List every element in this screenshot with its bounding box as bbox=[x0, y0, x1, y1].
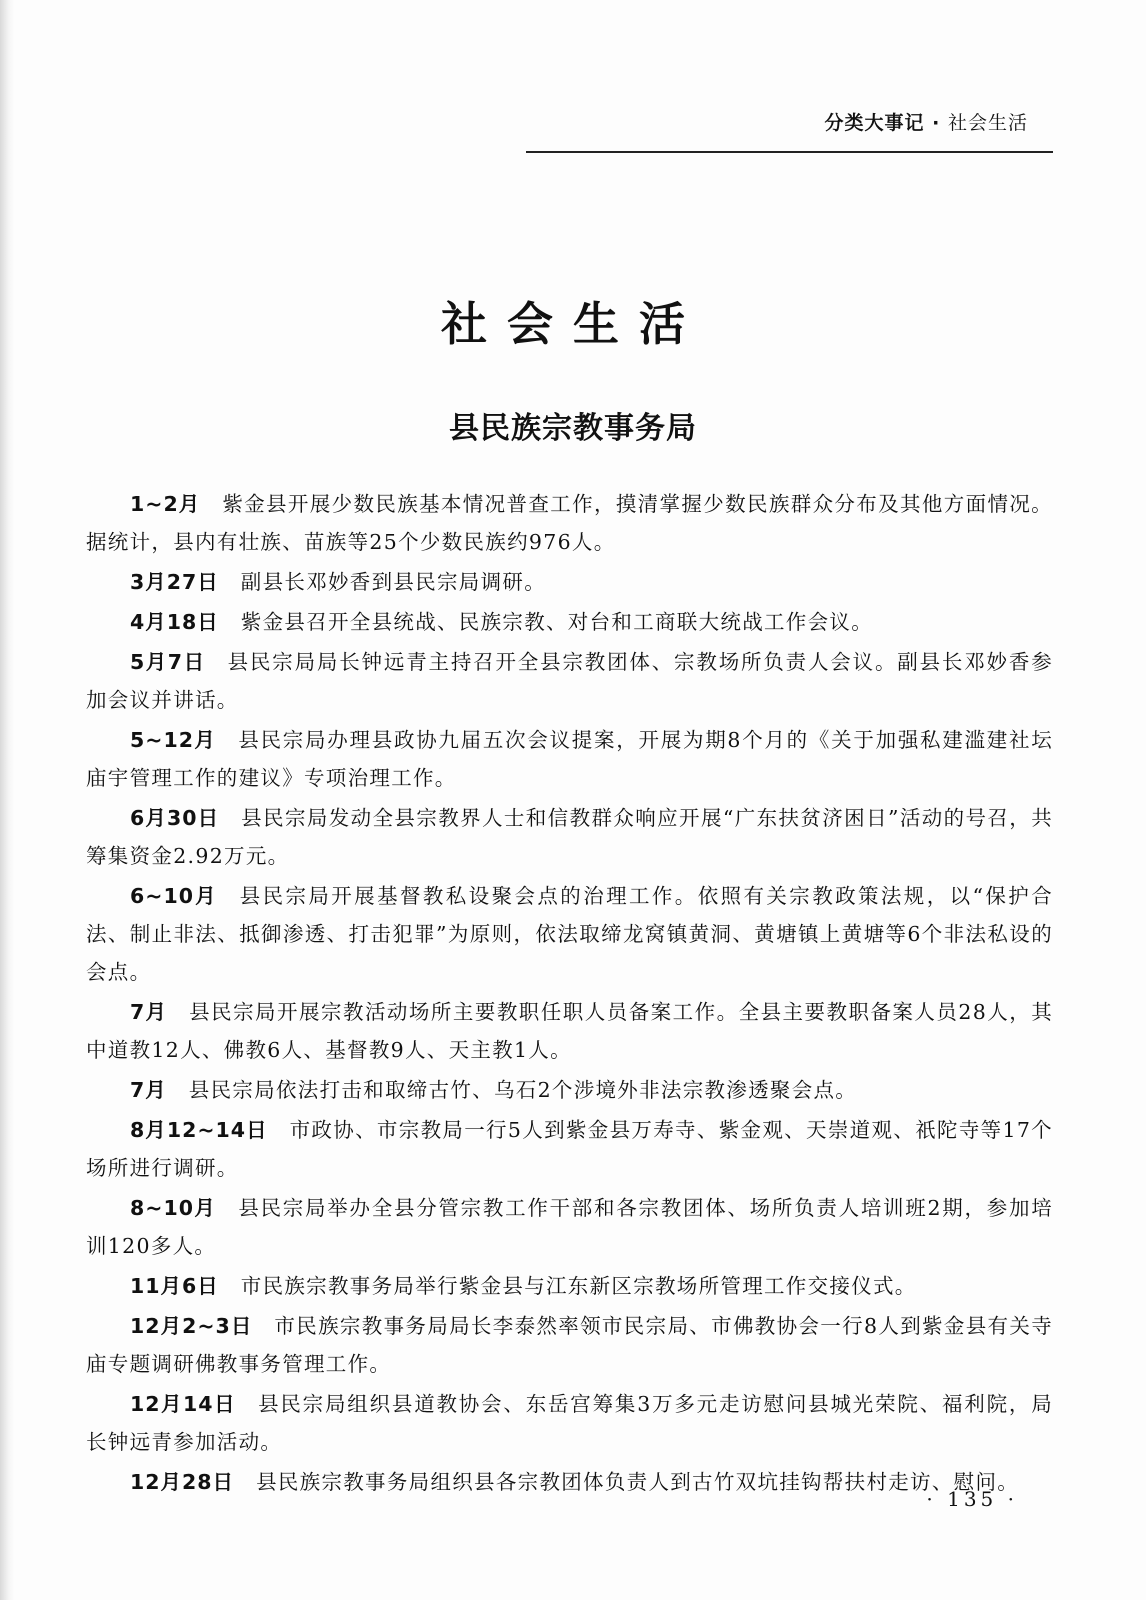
entry-text: 县民宗局局长钟远青主持召开全县宗教团体、宗教场所负责人会议。副县长邓妙香参加会议并讲话。 bbox=[86, 650, 1053, 712]
chronicle-entry bbox=[86, 485, 1053, 561]
chronicle-entry bbox=[86, 563, 1053, 601]
entry-text: 市民族宗教事务局举行紫金县与江东新区宗教场所管理工作交接仪式。 bbox=[240, 1274, 917, 1298]
entry-text: 县民宗局办理县政协九届五次会议提案，开展为期8个月的《关于加强私建滥建社坛庙宇管理工作的建议》专项治理工作。 bbox=[86, 728, 1054, 790]
entry-text: 副县长邓妙香到县民宗局调研。 bbox=[240, 570, 546, 594]
entry-date: 12月14日 bbox=[130, 1392, 237, 1416]
entry-date: 5月7日 bbox=[130, 650, 206, 674]
chronicle-entry bbox=[86, 1463, 1053, 1501]
entry-text: 县民宗局开展基督教私设聚会点的治理工作。依照有关宗教政策法规，以“保护合法、制止非法、抵御渗透、打击犯罪”为原则，依法取缔龙窝镇黄洞、黄塘镇上黄塘等6个非法私设的会点。 bbox=[86, 884, 1053, 984]
chronicle-entry bbox=[86, 1071, 1053, 1109]
entry-date: 3月27日 bbox=[130, 570, 219, 594]
chronicle-entry bbox=[86, 1189, 1053, 1265]
header-separator: · bbox=[932, 112, 941, 134]
entry-text: 县民宗局组织县道教协会、东岳宫筹集3万多元走访慰问县城光荣院、福利院，局长钟远青参加活动。 bbox=[86, 1392, 1054, 1454]
entry-text: 县民宗局开展宗教活动场所主要教职任职人员备案工作。全县主要教职备案人员28人，其中道教12人、佛教6人、基督教9人、天主教1人。 bbox=[86, 1000, 1053, 1062]
chronicle-entry bbox=[86, 603, 1053, 641]
entry-date: 1~2月 bbox=[130, 492, 201, 516]
header-rule bbox=[526, 151, 1053, 153]
chronicle-entry bbox=[86, 993, 1053, 1069]
entry-date: 12月2~3日 bbox=[130, 1314, 253, 1338]
entry-text: 县民宗局举办全县分管宗教工作干部和各宗教团体、场所负责人培训班2期，参加培训120多人。 bbox=[86, 1196, 1054, 1258]
entry-date: 4月18日 bbox=[130, 610, 219, 634]
entry-date: 8月12~14日 bbox=[130, 1118, 268, 1142]
entry-text: 市民族宗教事务局局长李泰然率领市民宗局、市佛教协会一行8人到紫金县有关寺庙专题调研佛教事务管理工作。 bbox=[86, 1314, 1054, 1376]
entry-text: 县民族宗教事务局组织县各宗教团体负责人到古竹双坑挂钩帮扶村走访、慰问。 bbox=[256, 1470, 1020, 1494]
entry-date: 6~10月 bbox=[130, 884, 218, 908]
chronicle-entry bbox=[86, 799, 1053, 875]
page-number: · 135 · bbox=[926, 1487, 1018, 1511]
section-title: 社会生活 bbox=[441, 297, 705, 351]
subsection-title: 县民族宗教事务局 bbox=[449, 411, 697, 446]
chronicle-entries bbox=[86, 485, 1053, 1503]
entry-text: 紫金县开展少数民族基本情况普查工作，摸清掌握少数民族群众分布及其他方面情况。据统计，县内有壮族、苗族等25个少数民族约976人。 bbox=[86, 492, 1053, 554]
entry-date: 7月 bbox=[130, 1000, 168, 1024]
entry-text: 县民宗局发动全县宗教界人士和信教群众响应开展“广东扶贫济困日”活动的号召，共筹集资金2.92万元。 bbox=[86, 806, 1053, 868]
entry-date: 8~10月 bbox=[130, 1196, 217, 1220]
chronicle-entry bbox=[86, 1111, 1053, 1187]
chronicle-entry bbox=[86, 643, 1053, 719]
running-header bbox=[825, 108, 1029, 135]
entry-date: 5~12月 bbox=[130, 728, 217, 752]
header-section: 社会生活 bbox=[947, 112, 1028, 134]
chronicle-entry bbox=[86, 1385, 1053, 1461]
chronicle-entry bbox=[86, 721, 1053, 797]
chronicle-entry bbox=[86, 1307, 1053, 1383]
scan-shadow-edge bbox=[0, 0, 14, 1600]
chronicle-entry bbox=[86, 877, 1053, 991]
entry-text: 县民宗局依法打击和取缔古竹、乌石2个涉境外非法宗教渗透聚会点。 bbox=[188, 1078, 858, 1102]
entry-date: 6月30日 bbox=[130, 806, 220, 830]
entry-date: 12月28日 bbox=[130, 1470, 235, 1494]
entry-date: 11月6日 bbox=[130, 1274, 219, 1298]
header-category: 分类大事记 bbox=[824, 112, 925, 134]
entry-date: 7月 bbox=[130, 1078, 167, 1102]
chronicle-entry bbox=[86, 1267, 1053, 1305]
entry-text: 紫金县召开全县统战、民族宗教、对台和工商联大统战工作会议。 bbox=[240, 610, 873, 634]
entry-text: 市政协、市宗教局一行5人到紫金县万寿寺、紫金观、天崇道观、祇陀寺等17个场所进行调研。 bbox=[86, 1118, 1053, 1180]
